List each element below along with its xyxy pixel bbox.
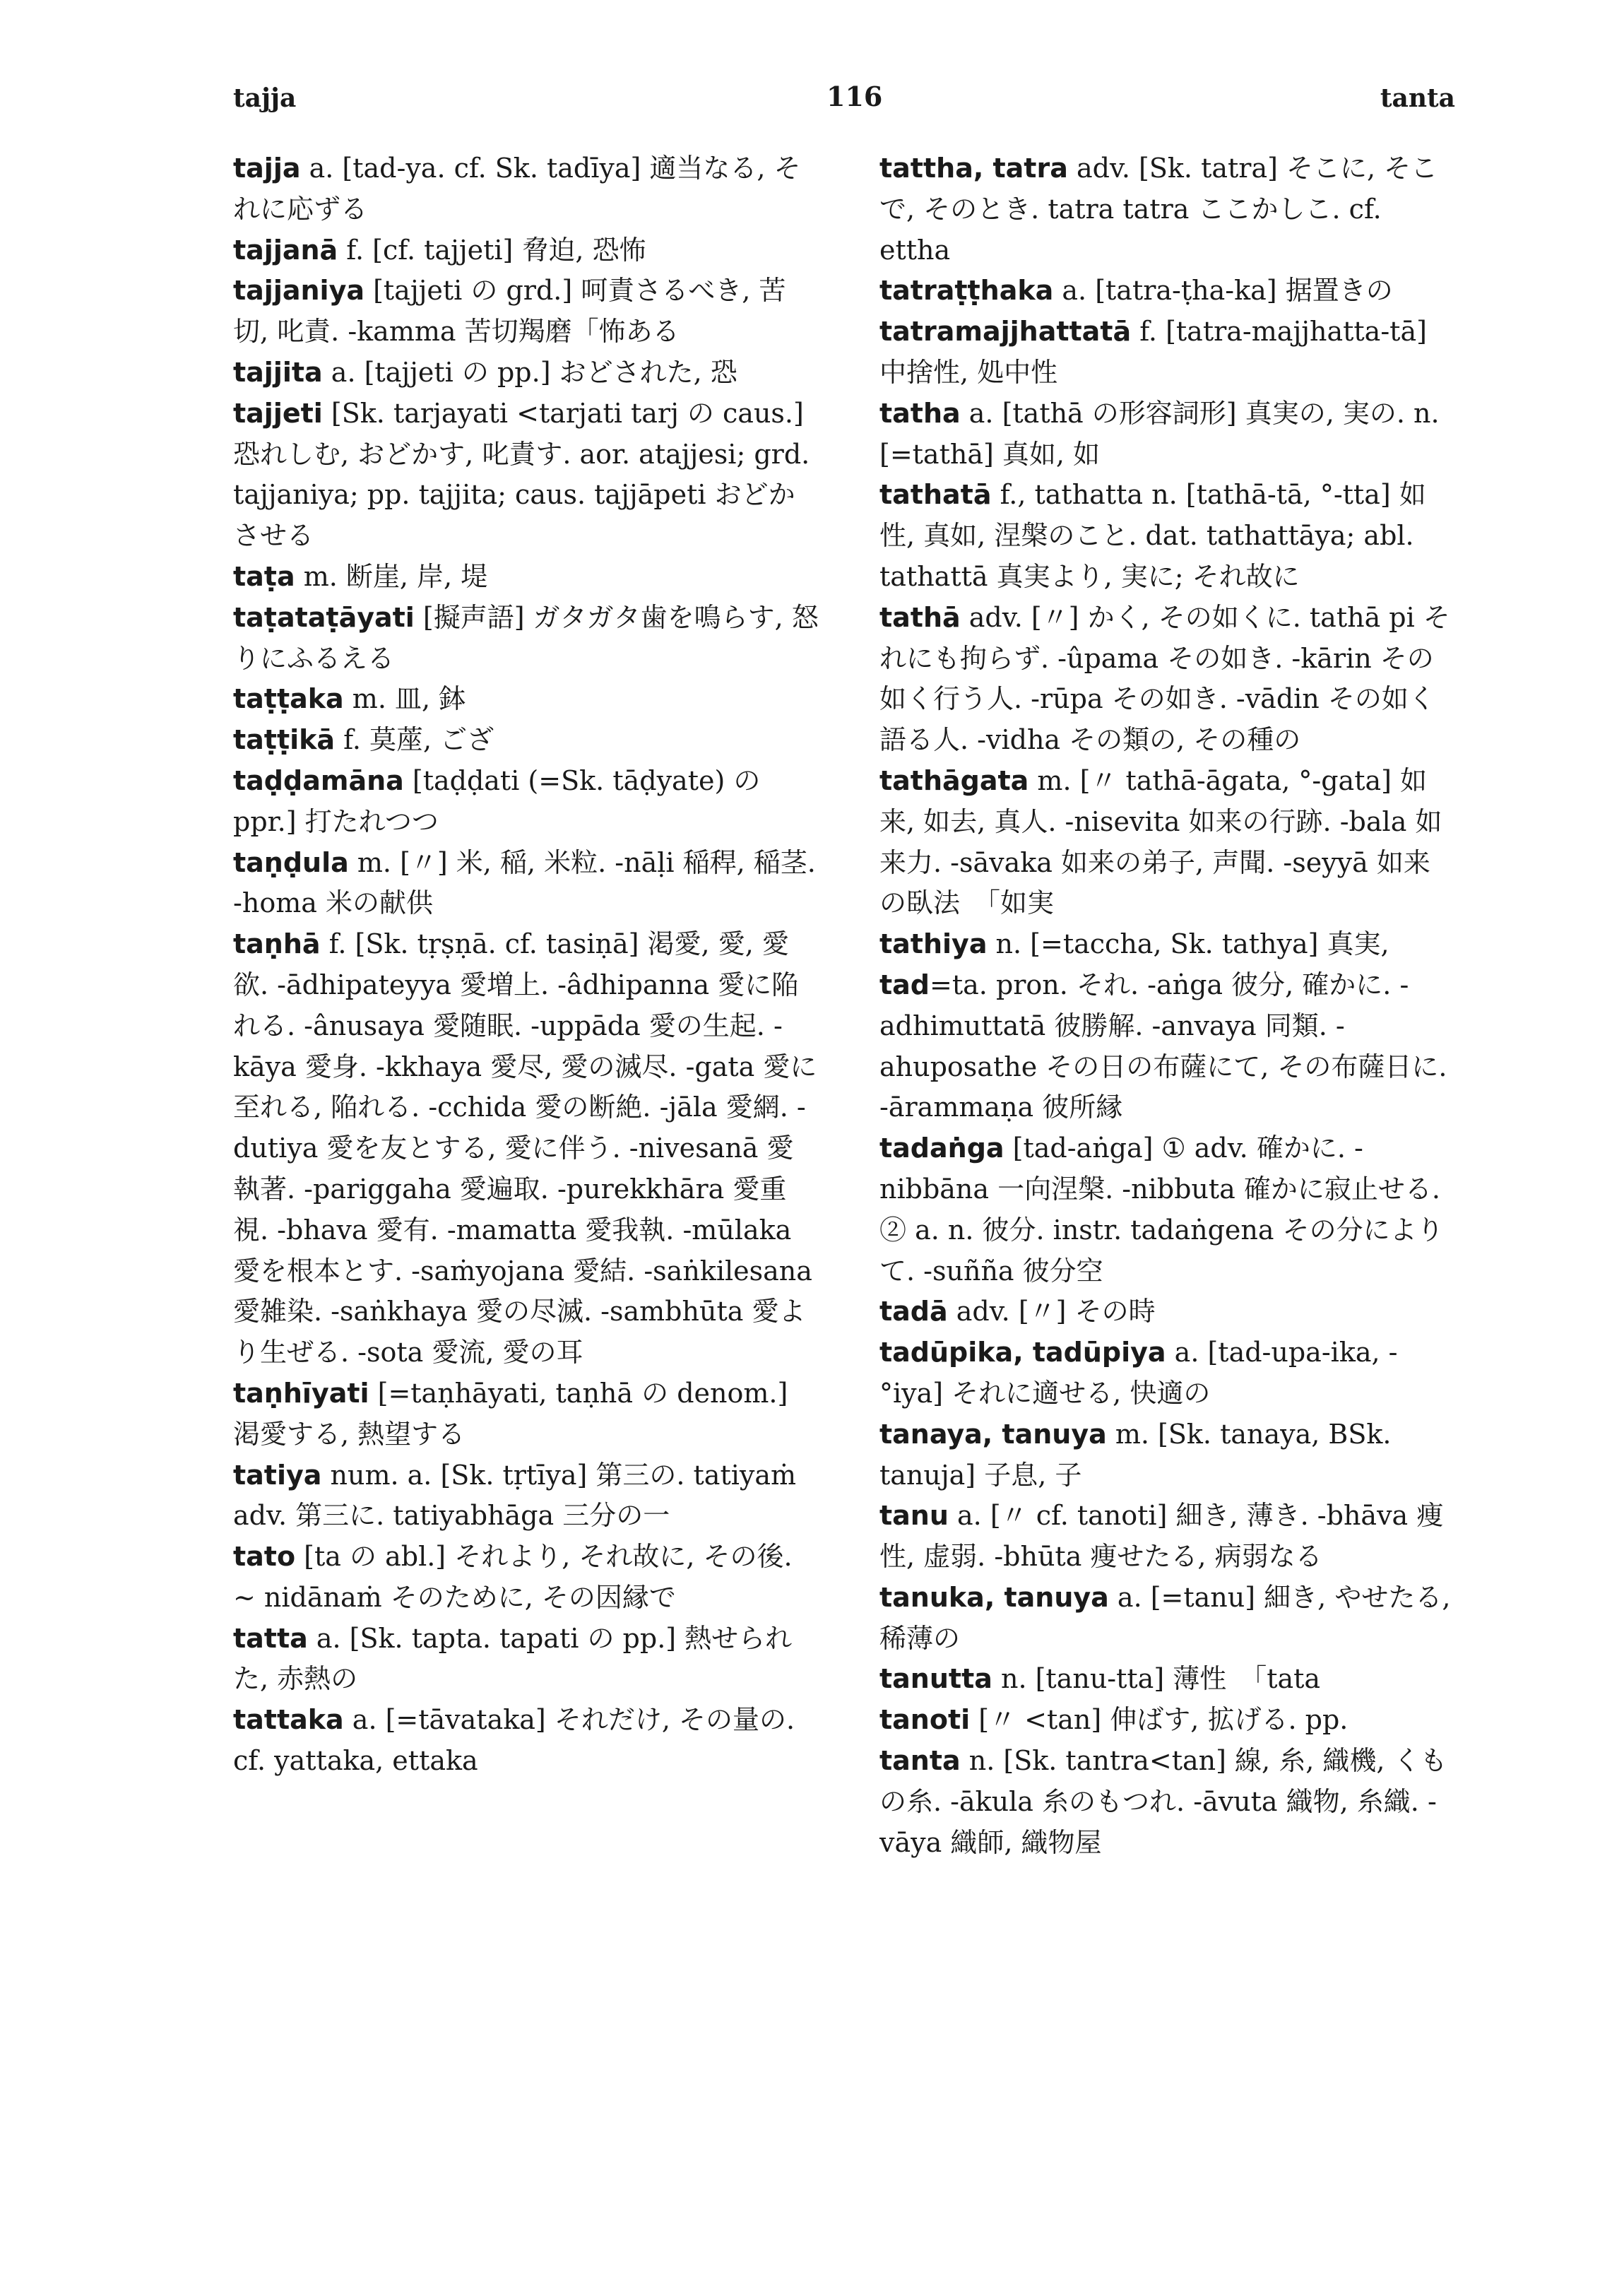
entry-definition: a. [=tāvataka] それだけ, その量の. cf. yattaka, ettaka — [233, 1704, 795, 1777]
entry-definition: f. [Sk. tṛṣṇā. cf. tasiṇā] 渇愛, 愛, 愛欲. -ādhipateyya 愛増上. -âdhipanna 愛に陥れる. -ânusaya 愛随眠. -uppāda 愛の生起. -kāya 愛身. -kkhaya 愛尽, 愛の滅尽. -gata 愛に至れる, 陥れる. -cchida 愛の断絶. -jāla 愛網. -dutiya 愛を友とする, 愛に伴う. -nivesanā 愛執著. -pariggaha 愛遍取. -purekkhāra 愛重視. -bhava 愛有. -mamatta 愛我執. -mūlaka 愛を根本とす. -saṁyojana 愛結. -saṅkilesana 愛雑染. -saṅkhaya 愛の尽滅. -sambhūta 愛より生ぜる. -sota 愛流, 愛の耳 — [233, 928, 817, 1368]
entry-headword: tanu — [879, 1500, 949, 1532]
dictionary-entry — [879, 1578, 1455, 1660]
entry-headword: tatiya — [233, 1459, 322, 1491]
dictionary-entry — [879, 271, 1455, 312]
entry-definition: [Sk. tarjayati <tarjati tarj の caus.] 恐れしむ, おどかす, 叱責す. aor. atajjesi; grd. tajjaniya; pp. tajjita; caus. tajjāpeti おどかさせる — [233, 397, 810, 552]
entry-headword: tattha, tatra — [879, 153, 1068, 184]
entry-definition: [擬声語] ガタガタ歯を鳴らす, 怒りにふるえる — [233, 601, 819, 674]
entry-headword: tanta — [879, 1745, 961, 1777]
entry-headword: taṇhā — [233, 928, 321, 960]
entry-definition: m. [Sk. tanaya, BSk. tanuja] 子息, 子 — [879, 1418, 1392, 1491]
dictionary-entry — [233, 148, 819, 230]
entry-definition: [〃 <tan] 伸ばす, 拡げる. pp. — [970, 1704, 1349, 1736]
dictionary-entry — [879, 1659, 1455, 1700]
entry-headword: tajjaniya — [233, 275, 364, 307]
dictionary-entry — [233, 557, 819, 598]
dictionary-entry — [233, 1619, 819, 1701]
entry-headword: tadūpika, tadūpiya — [879, 1337, 1166, 1368]
entry-definition: m. 断崖, 岸, 堤 — [295, 560, 488, 592]
entry-definition: m. [〃] 米, 稲, 米粒. -nāḷi 稲稈, 稲茎. -homa 米の献供 — [233, 846, 816, 919]
entry-definition: a. [tatra-ṭha-ka] 据置きの — [1053, 275, 1393, 307]
entry-headword: tatramajjhattatā — [879, 316, 1132, 348]
dictionary-entry — [879, 1414, 1455, 1496]
entry-definition: [=taṇhāyati, taṇhā の denom.] 渇愛する, 熱望する — [233, 1377, 788, 1450]
entry-definition: a. [tad-ya. cf. Sk. tadīya] 適当なる, それに応ずる — [233, 153, 801, 225]
entry-definition: n. [=taccha, Sk. tathya] 真実, — [987, 928, 1389, 960]
dictionary-entry — [233, 679, 819, 720]
entry-definition: [ta の abl.] それより, それ故に, その後. ~ nidānaṁ そのために, その因縁で — [233, 1541, 793, 1613]
entry-definition: [tad-aṅga] ① adv. 確かに. -nibbāna 一向涅槃. -nibbuta 確かに寂止せる. ② a. n. 彼分. instr. tadaṅgena その分によりて. -suñña 彼分空 — [879, 1133, 1444, 1287]
entry-headword: tatha — [879, 397, 961, 429]
entry-definition: f. [tatra-majjhatta-tā] 中捨性, 処中性 — [879, 316, 1427, 388]
entry-definition: num. a. [Sk. tṛtīya] 第三の. tatiyaṁ adv. 第三に. tatiyabhāga 三分の一 — [233, 1459, 797, 1532]
entry-headword: tathiya — [879, 928, 988, 960]
dictionary-entry — [233, 924, 819, 1373]
entry-headword: tattaka — [233, 1704, 344, 1736]
dictionary-entry — [879, 598, 1455, 761]
entry-headword: tajjeti — [233, 397, 323, 429]
dictionary-entry — [233, 1373, 819, 1455]
entry-headword: tanoti — [879, 1704, 971, 1736]
entry-definition: f. 莫蓙, ござ — [335, 724, 494, 756]
dictionary-entry — [879, 1332, 1455, 1414]
right-column — [879, 148, 1455, 1863]
dictionary-entry — [233, 843, 819, 925]
dictionary-entry — [879, 312, 1455, 394]
entry-definition: a. [Sk. tapta. tapati の pp.] 熱せられた, 赤熱の — [233, 1622, 793, 1695]
entry-headword: tatta — [233, 1622, 308, 1654]
dictionary-entry — [233, 598, 819, 680]
dictionary-entry — [879, 1496, 1455, 1578]
dictionary-entry — [233, 1537, 819, 1619]
entry-headword: tatraṭṭhaka — [879, 275, 1054, 307]
entry-headword: tanuka, tanuya — [879, 1581, 1109, 1613]
entry-definition: a. [〃 cf. tanoti] 細き, 薄き. -bhāva 痩性, 虚弱. -bhūta 痩せたる, 病弱なる — [879, 1500, 1444, 1573]
entry-headword: taḍḍamāna — [233, 764, 404, 796]
left-column — [233, 148, 819, 1782]
dictionary-entry — [233, 1700, 819, 1782]
dictionary-entry — [879, 761, 1455, 924]
entry-headword: tadaṅga — [879, 1133, 1004, 1164]
entry-definition: a. [tad-upa-ika, -°iya] それに適せる, 快適の — [879, 1337, 1398, 1409]
entry-definition: n. [tanu-tta] 薄性 「tata — [992, 1663, 1321, 1695]
entry-headword: tanaya, tanuya — [879, 1418, 1107, 1450]
dictionary-entry — [233, 720, 819, 761]
dictionary-entry — [233, 394, 819, 557]
dictionary-entry — [879, 1700, 1455, 1741]
entry-definition: a. [tathā の形容詞形] 真実の, 実の. n. [=tathā] 真如, 如 — [879, 397, 1440, 470]
entry-headword: tanutta — [879, 1663, 992, 1695]
entry-headword: tato — [233, 1541, 296, 1573]
entry-headword: taṇḍula — [233, 846, 349, 878]
entry-headword: taṭataṭāyati — [233, 601, 415, 633]
dictionary-entry — [879, 965, 1455, 1128]
dictionary-entry — [879, 924, 1455, 965]
entry-headword: taṭa — [233, 560, 295, 592]
entry-definition: adv. [〃] かく, その如くに. tathā pi それにも拘らず. -ûpama その如き. -kārin その如く行う人. -rūpa その如き. -vādin その如く語る人. -vidha その類の, その種の — [879, 601, 1450, 756]
dictionary-entry — [233, 1455, 819, 1537]
dictionary-entry — [233, 271, 819, 353]
dictionary-entry — [879, 394, 1455, 475]
entry-definition: m. [〃 tathā-āgata, °-gata] 如来, 如去, 真人. -nisevita 如来の行跡. -bala 如来力. -sāvaka 如来の弟子, 声聞. -seyyā 如来の臥法 「如実 — [879, 764, 1442, 919]
entry-definition: a. [tajjeti の pp.] おどされた, 恐 — [322, 356, 737, 388]
entry-definition: adv. [〃] その時 — [947, 1296, 1156, 1328]
dictionary-entry — [879, 148, 1455, 271]
entry-headword: taṭṭaka — [233, 683, 344, 715]
entry-definition: [tajjeti の grd.] 呵責さるべき, 苦切, 叱責. -kamma 苦切羯磨「怖ある — [233, 275, 786, 348]
entry-headword: tathatā — [879, 479, 992, 511]
running-header — [233, 83, 1455, 126]
running-head-right: tanta — [1380, 83, 1455, 113]
entry-definition: f. [cf. tajjeti] 脅迫, 恐怖 — [338, 234, 646, 266]
entry-headword: tad — [879, 969, 930, 1000]
entry-headword: tathā — [879, 601, 961, 633]
entry-definition: [taḍḍati (=Sk. tāḍyate) の ppr.] 打たれつつ — [233, 764, 761, 837]
entry-headword: tajjita — [233, 356, 323, 388]
entry-definition: m. 皿, 鉢 — [343, 683, 466, 715]
running-head-left: tajja — [233, 83, 297, 113]
dictionary-entry — [233, 761, 819, 843]
entry-definition: n. [Sk. tantra<tan] 線, 糸, 織機, くもの糸. -ākula 糸のもつれ. -āvuta 織物, 糸織. -vāya 織師, 織物屋 — [879, 1745, 1447, 1858]
entry-headword: taṭṭikā — [233, 724, 336, 756]
entry-headword: tathāgata — [879, 764, 1029, 796]
entry-headword: tajjanā — [233, 234, 338, 266]
dictionary-entry — [233, 230, 819, 271]
dictionary-entry — [879, 1128, 1455, 1291]
entry-headword: taṇhīyati — [233, 1377, 369, 1409]
entry-definition: a. [=tanu] 細き, やせたる, 稀薄の — [879, 1581, 1451, 1654]
entry-definition: =ta. pron. それ. -aṅga 彼分, 確かに. -adhimuttatā 彼勝解. -anvaya 同類. -ahuposathe その日の布薩にて, その布薩日に. -ārammaṇa 彼所縁 — [879, 969, 1447, 1123]
entry-headword: tajja — [233, 153, 301, 184]
dictionary-entry — [233, 353, 819, 394]
entry-definition: adv. [Sk. tatra] そこに, そこで, そのとき. tatra tatra ここかしこ. cf. ettha — [879, 153, 1438, 266]
page-number: 116 — [826, 81, 883, 112]
dictionary-entry — [879, 475, 1455, 597]
entry-headword: tadā — [879, 1296, 948, 1328]
dictionary-entry — [879, 1741, 1455, 1863]
dictionary-entry — [879, 1291, 1455, 1332]
entry-definition: f., tathatta n. [tathā-tā, °-tta] 如性, 真如, 涅槃のこと. dat. tathattāya; abl. tathattā 真実より, 実に; それ故に — [879, 479, 1426, 592]
